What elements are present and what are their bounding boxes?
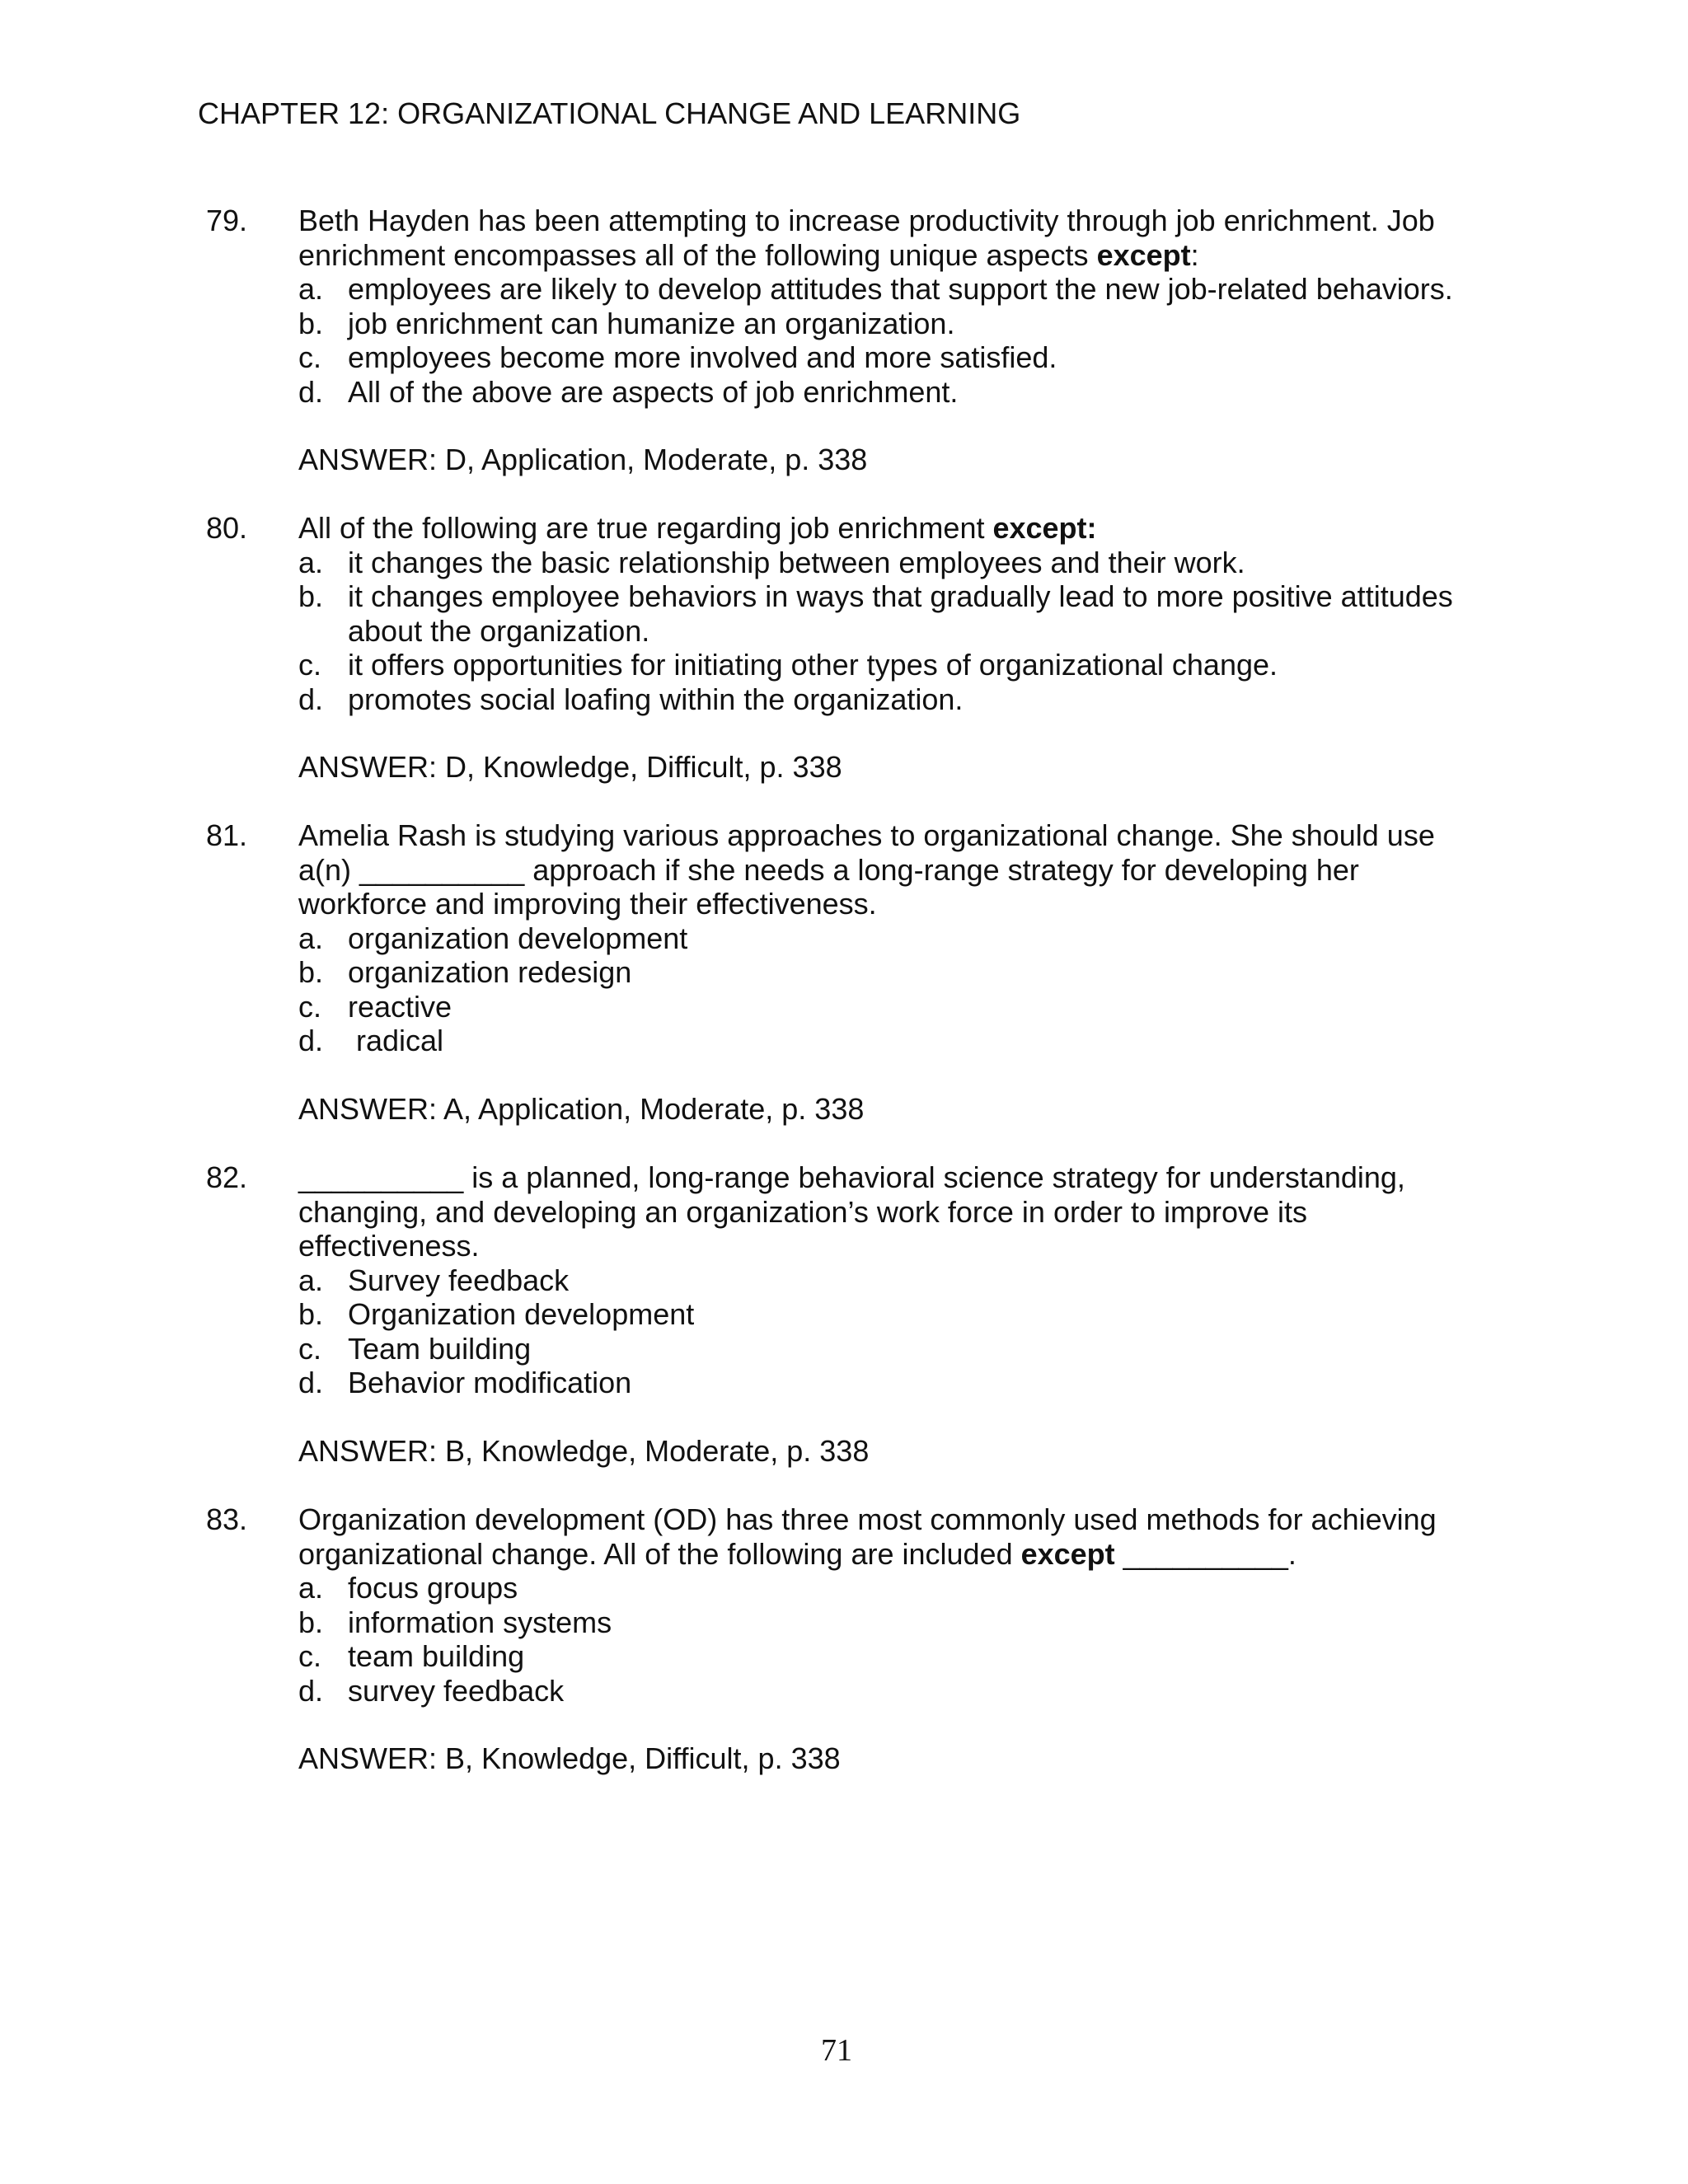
answer-option bbox=[298, 307, 1492, 341]
answer-option bbox=[298, 1332, 1492, 1366]
chapter-header: CHAPTER 12: ORGANIZATIONAL CHANGE AND LEARNING bbox=[198, 96, 1021, 130]
option-letter: b. bbox=[298, 955, 324, 989]
answer-option bbox=[298, 990, 1492, 1024]
option-text bbox=[348, 579, 1453, 648]
option-letter: a. bbox=[298, 921, 324, 955]
question-79 bbox=[206, 204, 1492, 477]
page-number: 71 bbox=[821, 2033, 852, 2068]
option-text: focus groups bbox=[348, 1571, 518, 1605]
option-letter: d. bbox=[298, 1366, 324, 1399]
question-stem bbox=[298, 204, 1492, 272]
stem-line: __________ is a planned, long-range behavioral science strategy for understanding, bbox=[298, 1160, 1405, 1194]
question-number: 80. bbox=[206, 511, 248, 545]
answer-key: ANSWER: B, Knowledge, Moderate, p. 338 bbox=[298, 1433, 870, 1468]
option-text: organization redesign bbox=[348, 955, 632, 989]
question-stem bbox=[298, 1160, 1492, 1263]
option-text: it offers opportunities for initiating other types of organizational change. bbox=[348, 648, 1278, 682]
answer-option bbox=[298, 648, 1492, 682]
option-text: team building bbox=[348, 1639, 525, 1673]
stem-line: workforce and improving their effectiveness. bbox=[298, 887, 877, 921]
option-letter: d. bbox=[298, 1673, 324, 1708]
stem-text: : bbox=[1190, 237, 1199, 272]
option-text: employees are likely to develop attitudes that support the new job-related behaviors. bbox=[348, 272, 1453, 306]
question-number: 83. bbox=[206, 1502, 248, 1536]
option-letter: a. bbox=[298, 1263, 324, 1297]
question-stem bbox=[298, 511, 1492, 546]
answer-option bbox=[298, 1571, 1492, 1605]
question-81 bbox=[206, 818, 1492, 1126]
option-text: reactive bbox=[348, 989, 452, 1024]
answer-option bbox=[298, 375, 1492, 410]
answer-option bbox=[298, 340, 1492, 375]
answer-option bbox=[298, 1639, 1492, 1674]
answer-key: ANSWER: B, Knowledge, Difficult, p. 338 bbox=[298, 1741, 841, 1775]
option-letter: c. bbox=[298, 989, 322, 1024]
answer-option bbox=[298, 579, 1492, 648]
answer-option bbox=[298, 1297, 1492, 1332]
option-text: information systems bbox=[348, 1605, 612, 1639]
stem-line: Amelia Rash is studying various approaches to organizational change. She should use bbox=[298, 818, 1435, 852]
option-letter: a. bbox=[298, 545, 324, 579]
stem-text: organizational change. All of the following are included bbox=[298, 1536, 1021, 1571]
stem-line: a(n) __________ approach if she needs a long-range strategy for developing her bbox=[298, 852, 1359, 887]
option-text: All of the above are aspects of job enrichment. bbox=[348, 374, 959, 409]
question-stem bbox=[298, 1502, 1492, 1571]
question-82 bbox=[206, 1160, 1492, 1468]
question-body bbox=[298, 511, 1492, 785]
option-text: employees become more involved and more satisfied. bbox=[348, 340, 1057, 374]
question-number: 81. bbox=[206, 818, 248, 852]
stem-line bbox=[298, 1537, 1492, 1572]
answer-option bbox=[298, 546, 1492, 580]
question-body bbox=[298, 818, 1492, 1126]
option-text-line: about the organization. bbox=[348, 613, 650, 648]
question-body bbox=[298, 204, 1492, 477]
question-number: 82. bbox=[206, 1160, 248, 1194]
answer-key: ANSWER: A, Application, Moderate, p. 338 bbox=[298, 1091, 865, 1126]
stem-line bbox=[298, 511, 1492, 546]
option-text: radical bbox=[348, 1024, 444, 1057]
stem-line: Organization development (OD) has three most commonly used methods for achieving bbox=[298, 1502, 1437, 1536]
option-letter: d. bbox=[298, 1024, 324, 1057]
answer-option bbox=[298, 272, 1492, 307]
question-83 bbox=[206, 1502, 1492, 1776]
option-letter: d. bbox=[298, 682, 324, 716]
stem-line: effectiveness. bbox=[298, 1229, 480, 1263]
option-letter: a. bbox=[298, 272, 324, 306]
option-letter: c. bbox=[298, 1639, 322, 1673]
stem-emphasis: except bbox=[1096, 237, 1191, 272]
stem-emphasis: except bbox=[1020, 1536, 1115, 1571]
option-text: job enrichment can humanize an organization. bbox=[348, 306, 955, 340]
option-letter: b. bbox=[298, 306, 324, 340]
option-letter: b. bbox=[298, 579, 324, 613]
question-80 bbox=[206, 511, 1492, 785]
option-text-line: it changes employee behaviors in ways that gradually lead to more positive attitudes bbox=[348, 579, 1453, 613]
option-text: it changes the basic relationship between employees and their work. bbox=[348, 545, 1245, 579]
option-letter: b. bbox=[298, 1297, 324, 1331]
option-text: survey feedback bbox=[348, 1673, 565, 1708]
answer-option bbox=[298, 1263, 1492, 1298]
option-letter: d. bbox=[298, 374, 324, 409]
stem-text: All of the following are true regarding job enrichment bbox=[298, 511, 993, 545]
answer-key: ANSWER: D, Knowledge, Difficult, p. 338 bbox=[298, 750, 842, 784]
answer-option bbox=[298, 1024, 1492, 1058]
question-body bbox=[298, 1502, 1492, 1776]
answer-option bbox=[298, 682, 1492, 717]
option-text: Survey feedback bbox=[348, 1263, 570, 1297]
stem-line: Beth Hayden has been attempting to increase productivity through job enrichment. Job bbox=[298, 204, 1435, 237]
option-text: promotes social loafing within the organization. bbox=[348, 682, 964, 716]
stem-line: changing, and developing an organization’s work force in order to improve its bbox=[298, 1194, 1308, 1229]
option-text: Organization development bbox=[348, 1297, 695, 1331]
option-letter: b. bbox=[298, 1605, 324, 1639]
option-letter: c. bbox=[298, 648, 322, 682]
answer-option bbox=[298, 1605, 1492, 1640]
answer-option bbox=[298, 1674, 1492, 1708]
option-letter: c. bbox=[298, 340, 322, 374]
answer-option bbox=[298, 1366, 1492, 1400]
option-letter: c. bbox=[298, 1331, 322, 1366]
option-text: Team building bbox=[348, 1331, 532, 1366]
answer-option bbox=[298, 921, 1492, 956]
option-text: organization development bbox=[348, 921, 688, 955]
answer-option bbox=[298, 955, 1492, 990]
question-number: 79. bbox=[206, 204, 248, 237]
stem-line bbox=[298, 238, 1492, 273]
question-stem bbox=[298, 818, 1492, 921]
answer-key: ANSWER: D, Application, Moderate, p. 338 bbox=[298, 443, 868, 476]
stem-text: enrichment encompasses all of the following unique aspects bbox=[298, 237, 1097, 272]
question-body bbox=[298, 1160, 1492, 1468]
stem-emphasis: except: bbox=[992, 511, 1097, 545]
option-text: Behavior modification bbox=[348, 1366, 632, 1399]
option-letter: a. bbox=[298, 1571, 324, 1605]
stem-text: __________. bbox=[1114, 1536, 1296, 1571]
